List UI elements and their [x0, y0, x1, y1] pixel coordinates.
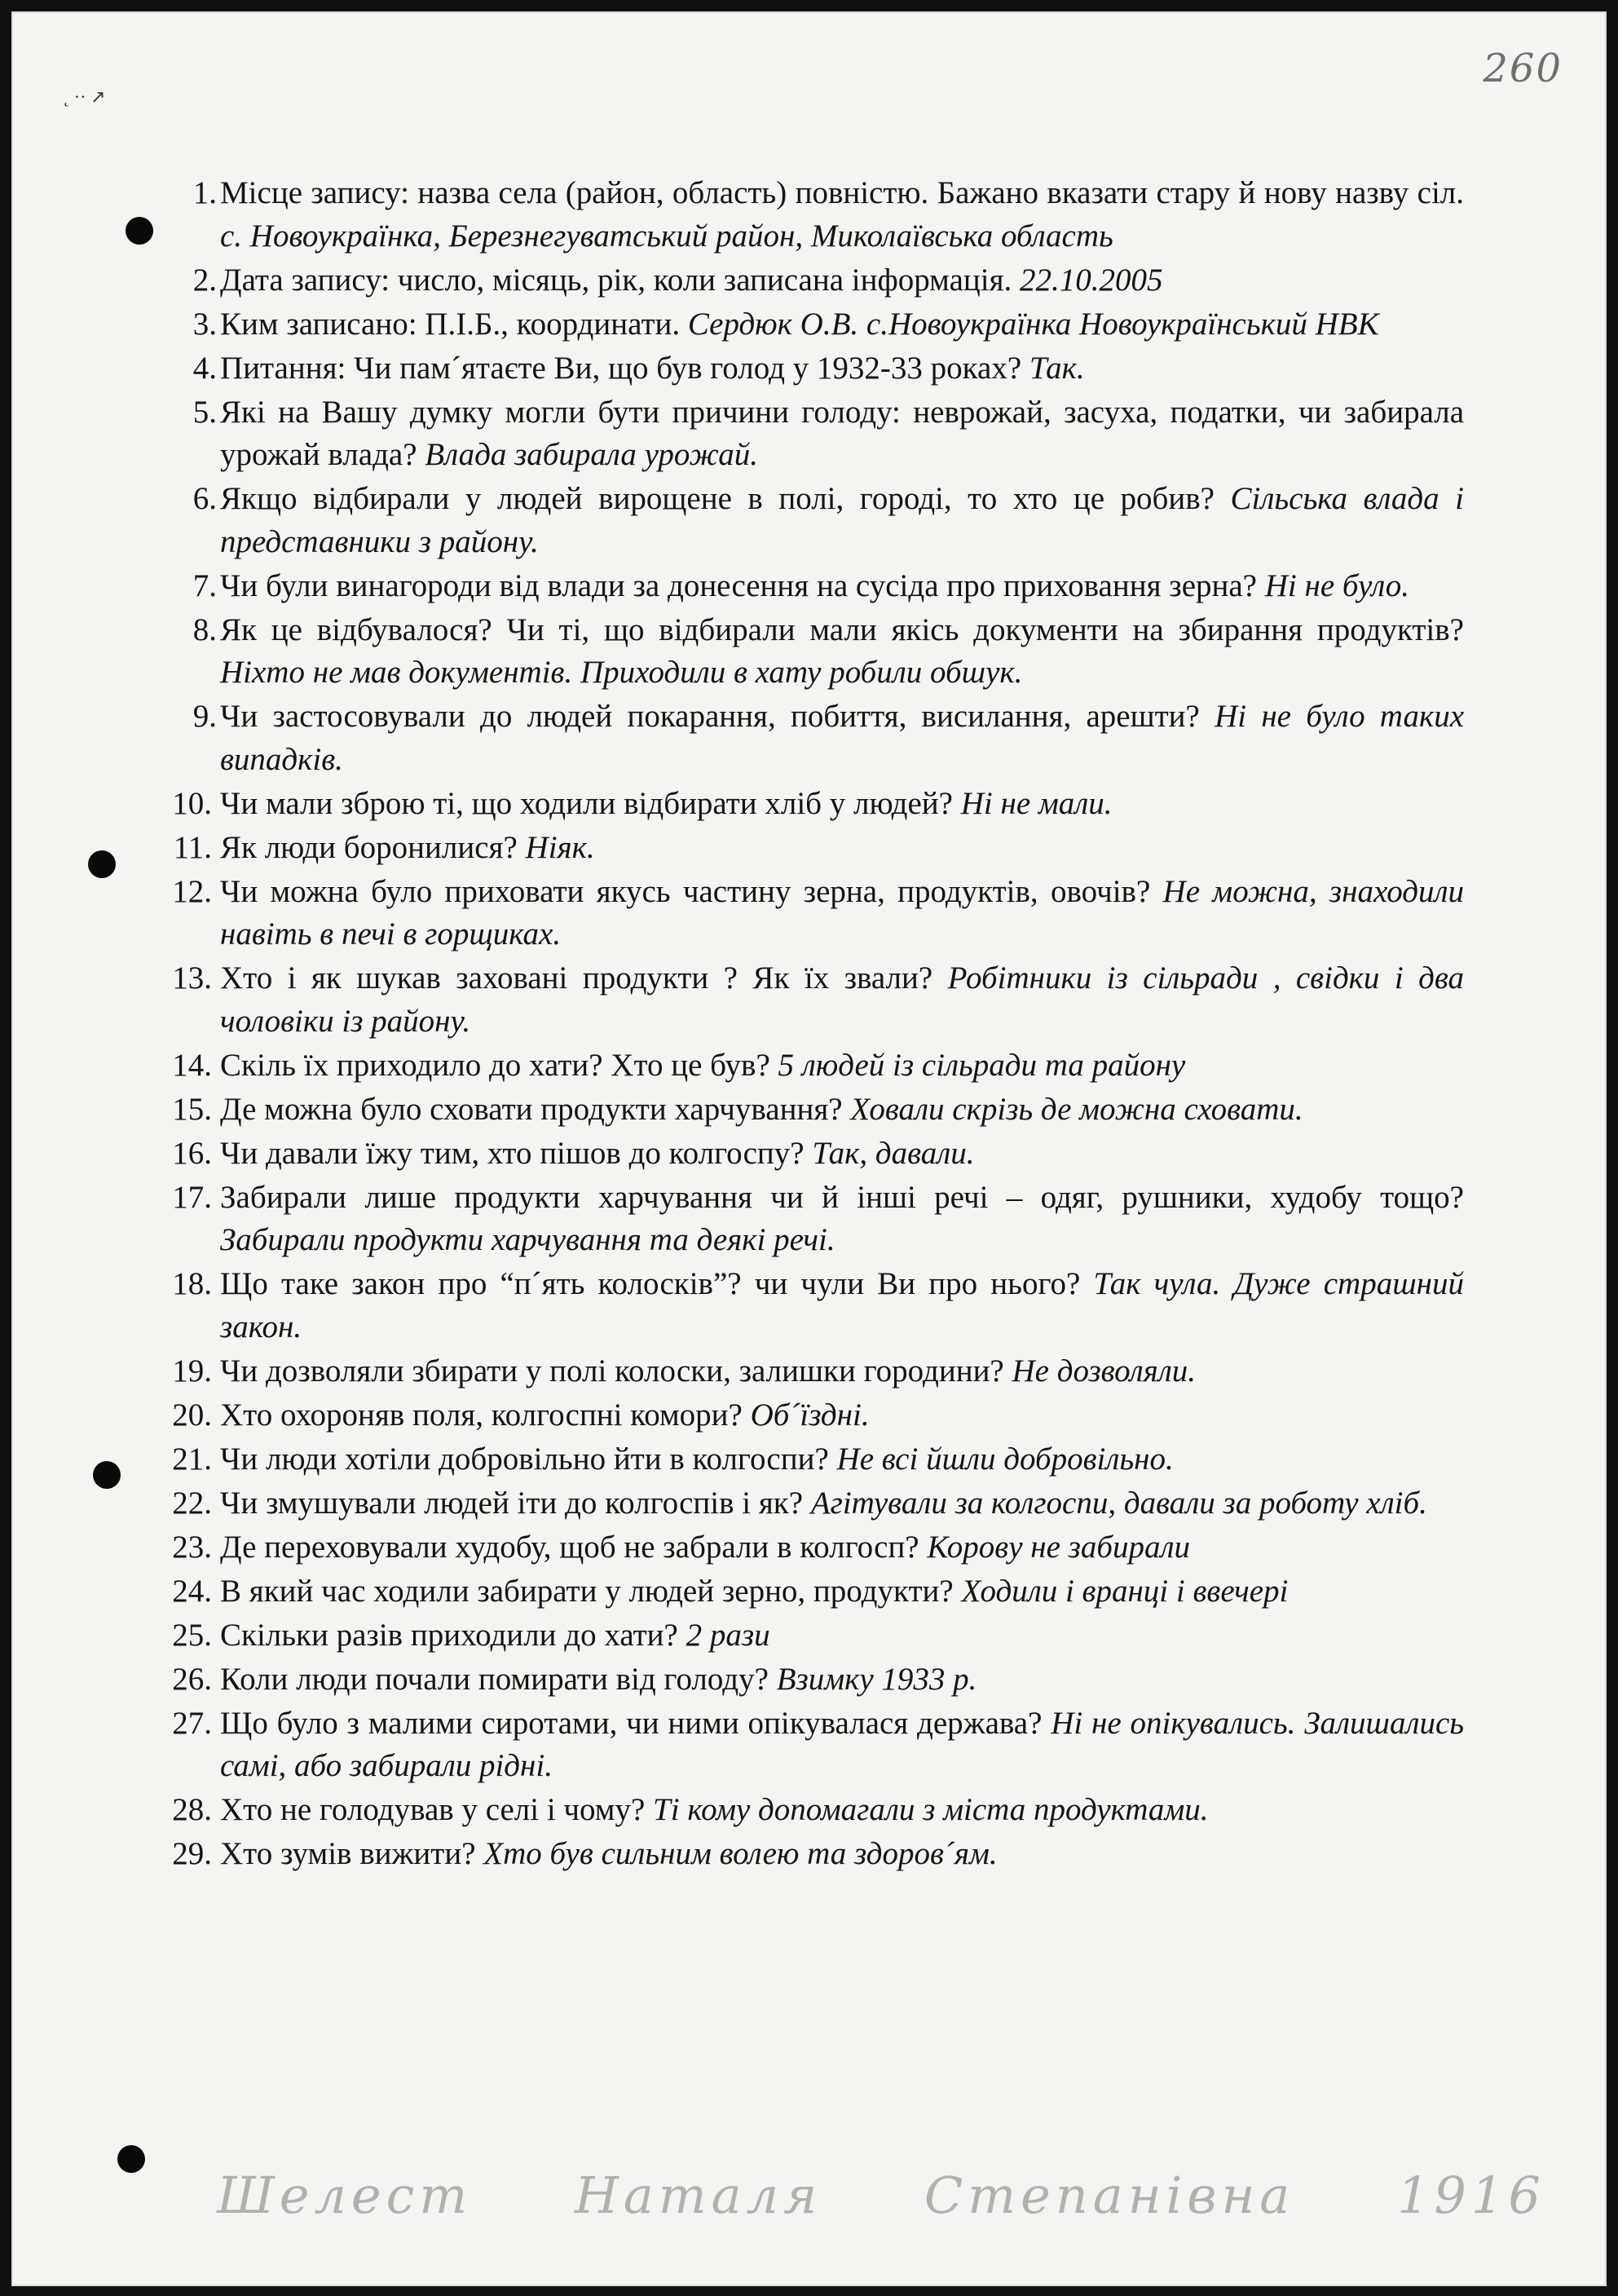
- item-number: 15.: [172, 1091, 212, 1127]
- answer-text: Так, давали.: [812, 1135, 975, 1171]
- answer-text: 2 рази: [686, 1617, 770, 1653]
- list-item: [168, 1044, 1464, 1088]
- list-item: [168, 1482, 1464, 1526]
- handwritten-signature: [217, 2166, 1545, 2225]
- question-text: Місце запису: назва села (район, область) повністю. Бажано вказати стару й нову назву сіл.: [220, 175, 1464, 210]
- answer-text: Ходили і вранці і ввечері: [961, 1573, 1289, 1609]
- answer-text: Ховали скрізь де можна сховати.: [850, 1091, 1303, 1127]
- question-text: Скіль їх приходило до хати? Хто це був?: [220, 1047, 770, 1083]
- document-page: [11, 11, 1607, 2286]
- list-item: [168, 695, 1464, 781]
- answer-text: Об´їздні.: [750, 1397, 870, 1433]
- item-number: 5.: [192, 394, 217, 430]
- item-number: 25.: [172, 1617, 212, 1653]
- question-text: Чи застосовували до людей покарання, побиття, висилання, арешти?: [220, 699, 1200, 734]
- signature-patronymic: Степанівна: [924, 2166, 1295, 2225]
- answer-text: Ні не мали.: [960, 785, 1113, 821]
- corner-mark: ˛ ·· ↗: [64, 86, 106, 107]
- item-number: 16.: [172, 1135, 212, 1171]
- answer-text: Взимку 1933 р.: [776, 1661, 977, 1697]
- question-text: Хто і як шукав заховані продукти ? Як їх звали?: [220, 960, 933, 996]
- answer-text: Ні не було.: [1264, 567, 1410, 603]
- item-number: 11.: [173, 829, 212, 865]
- question-text: Хто не голодував у селі і чому?: [220, 1792, 646, 1827]
- item-number: 7.: [192, 567, 217, 603]
- list-item: [168, 1263, 1464, 1349]
- page-number: 260: [1483, 46, 1563, 91]
- question-text: Чи давали їжу тим, хто пішов до колгоспу?: [220, 1135, 805, 1171]
- question-text: Хто охороняв поля, колгоспні комори?: [220, 1397, 743, 1433]
- list-item: [168, 783, 1464, 826]
- item-number: 19.: [172, 1353, 212, 1389]
- question-text: Чи мали зброю ті, що ходили відбирати хліб у людей?: [220, 785, 953, 821]
- question-text: Які на Вашу думку могли бути причини голоду: неврожай, засуха, податки, чи забирала урожай влада?: [220, 394, 1464, 472]
- question-text: Дата запису: число, місяць, рік, коли записана інформація.: [220, 262, 1012, 298]
- answer-text: Забирали продукти харчування та деякі речі.: [220, 1222, 835, 1257]
- item-number: 27.: [172, 1705, 212, 1741]
- item-number: 1.: [192, 175, 217, 210]
- answer-text: Робітники із сільради , свідки і два чоловіки із району.: [220, 960, 1465, 1039]
- answer-text: с. Новоукраїнка, Березнегуватський район, Миколаївська область: [220, 218, 1113, 254]
- punch-hole: [126, 217, 153, 245]
- question-text: Коли люди почали помирати від голоду?: [220, 1661, 769, 1697]
- list-item: [168, 1088, 1464, 1132]
- question-text: Ким записано: П.І.Б., координати.: [220, 306, 681, 342]
- item-number: 22.: [172, 1485, 212, 1521]
- item-number: 14.: [172, 1047, 212, 1083]
- questionnaire-list: [168, 172, 1464, 1877]
- list-item: [168, 172, 1464, 258]
- list-item: [168, 1133, 1464, 1176]
- answer-text: Так.: [1029, 350, 1085, 386]
- answer-text: Агітували за колгоспи, давали за роботу хліб.: [810, 1485, 1427, 1521]
- item-number: 13.: [172, 960, 212, 996]
- list-item: [168, 957, 1464, 1043]
- item-number: 12.: [172, 873, 212, 909]
- answer-text: Не дозволяли.: [1012, 1353, 1196, 1389]
- question-text: Чи змушували людей іти до колгоспів і як?: [220, 1485, 804, 1521]
- item-number: 6.: [192, 481, 217, 516]
- question-text: В який час ходили забирати у людей зерно, продукти?: [220, 1573, 954, 1609]
- list-item: [168, 391, 1464, 477]
- answer-text: Влада забирала урожай.: [425, 437, 758, 472]
- punch-hole: [117, 2145, 145, 2173]
- list-item: [168, 871, 1464, 956]
- item-number: 26.: [172, 1661, 212, 1697]
- answer-text: Так чула. Дуже страшний закон.: [220, 1266, 1464, 1344]
- list-item: [168, 565, 1464, 608]
- question-text: Що було з малими сиротами, чи ними опікувалася держава?: [220, 1705, 1043, 1741]
- signature-name: Наталя: [574, 2166, 822, 2225]
- list-item: [168, 1350, 1464, 1393]
- question-text: Скільки разів приходили до хати?: [220, 1617, 678, 1653]
- list-item: [168, 1833, 1464, 1876]
- question-text: Чи люди хотіли добровільно йти в колгоспи?: [220, 1441, 829, 1477]
- answer-text: 5 людей із сільради та району: [778, 1047, 1186, 1083]
- punch-hole: [88, 850, 116, 878]
- question-text: Як люди боронилися?: [220, 829, 518, 865]
- item-number: 17.: [172, 1179, 212, 1215]
- answer-text: Ніхто не мав документів. Приходили в хату робили обшук.: [220, 655, 1023, 690]
- list-item: [168, 1702, 1464, 1788]
- item-number: 24.: [172, 1573, 212, 1609]
- answer-text: Корову не забирали: [927, 1529, 1191, 1565]
- list-item: [168, 303, 1464, 347]
- item-number: 23.: [172, 1529, 212, 1565]
- list-item: [168, 347, 1464, 391]
- item-number: 20.: [172, 1397, 212, 1433]
- signature-surname: Шелест: [217, 2166, 473, 2225]
- item-number: 2.: [192, 262, 217, 298]
- item-number: 18.: [172, 1266, 212, 1301]
- question-text: Якщо відбирали у людей вирощене в полі, городі, то хто це робив?: [220, 481, 1215, 516]
- question-text: Чи дозволяли збирати у полі колоски, залишки городини?: [220, 1353, 1004, 1389]
- item-number: 29.: [172, 1836, 212, 1871]
- question-text: Хто зумів вижити?: [220, 1836, 476, 1871]
- item-number: 8.: [192, 612, 217, 647]
- list-item: [168, 1394, 1464, 1437]
- list-item: [168, 259, 1464, 302]
- list-item: [168, 1570, 1464, 1614]
- list-item: [168, 478, 1464, 563]
- item-number: 3.: [192, 306, 217, 342]
- question-text: Чи були винагороди від влади за донесення на сусіда про приховання зерна?: [220, 567, 1257, 603]
- question-text: Що таке закон про “п´ять колосків”? чи чули Ви про нього?: [220, 1266, 1081, 1301]
- punch-hole: [93, 1461, 121, 1489]
- list-item: [168, 1177, 1464, 1262]
- question-text: Де можна було сховати продукти харчування?: [220, 1091, 843, 1127]
- answer-text: Не можна, знаходили навіть в печі в горщиках.: [220, 873, 1464, 952]
- answer-text: Сільська влада і представники з району.: [220, 481, 1465, 559]
- answer-text: Не всі йшли добровільно.: [836, 1441, 1174, 1477]
- list-item: [168, 1438, 1464, 1481]
- answer-text: Ні не було таких випадків.: [220, 699, 1465, 777]
- question-text: Чи можна було приховати якусь частину зерна, продуктів, овочів?: [220, 873, 1151, 909]
- item-number: 10.: [172, 785, 212, 821]
- answer-text: Ніяк.: [525, 829, 595, 865]
- list-item: [168, 1789, 1464, 1832]
- question-text: Як це відбувалося? Чи ті, що відбирали мали якісь документи на збирання продуктів?: [220, 612, 1464, 647]
- list-item: [168, 609, 1464, 695]
- signature-year: 1916: [1396, 2166, 1545, 2225]
- list-item: [168, 1526, 1464, 1570]
- item-number: 4.: [192, 350, 217, 386]
- list-item: [168, 1614, 1464, 1658]
- item-number: 9.: [192, 699, 217, 734]
- answer-text: Ні не опікувались. Залишались самі, або забирали рідні.: [220, 1705, 1465, 1783]
- question-text: Де переховували худобу, щоб не забрали в колгосп?: [220, 1529, 919, 1565]
- answer-text: 22.10.2005: [1020, 262, 1163, 298]
- answer-text: Ті кому допомагали з міста продуктами.: [653, 1792, 1209, 1827]
- answer-text: Хто був сильним волею та здоров´ям.: [483, 1836, 998, 1871]
- answer-text: Сердюк О.В. с.Новоукраїнка Новоукраїнський НВК: [687, 306, 1379, 342]
- list-item: [168, 827, 1464, 870]
- item-number: 21.: [172, 1441, 212, 1477]
- question-text: Питання: Чи пам´ятаєте Ви, що був голод у 1932-33 роках?: [220, 350, 1022, 386]
- question-text: Забирали лише продукти харчування чи й інші речі – одяг, рушники, худобу тощо?: [220, 1179, 1464, 1215]
- list-item: [168, 1658, 1464, 1702]
- item-number: 28.: [172, 1792, 212, 1827]
